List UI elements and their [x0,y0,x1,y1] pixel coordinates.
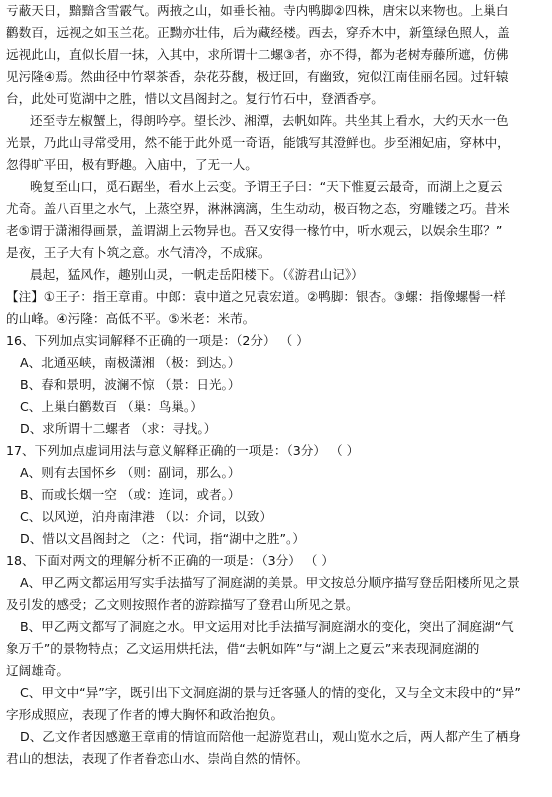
passage-line: 忽得旷平田，极有野趣。入庙中，了无一人。 [6,157,258,172]
passage-line: 光景，乃此山寻常受用，然不能于此外觅一奇语，能饿写其澄鲜也。步至湘妃庙，穿林中， [6,135,510,150]
question-18-option-b-cont: 辽阔雄奇。 [6,663,69,678]
passage-line: 台，此处可览湖中之胜，惜以文昌阁封之。复行竹石中，登酒香亭。 [6,91,384,106]
question-17-option-a: A、则有去国怀乡 （则：副词，那么。） [20,465,241,480]
passage-line: 还至寺左椒蟹上，得朗吟亭。望长沙、湘潭，去帆如阵。共坐其上看水，大约天水一色 [30,113,509,128]
note-line: 的山峰。④污隆：高低不平。⑤米老：米芾。 [6,311,256,326]
passage-line: 晚复至山口，觅石踞坐，看水上云变。予谓王子曰：“天下惟夏云最奇，而湖上之夏云 [30,179,503,194]
passage-line: 鹳数百，远视之如玉兰花。正黝亦壮伟，后为藏经楼。西去，穿乔木中，新篁绿色照人，盖 [6,25,510,40]
passage-line: 见污隆④焉。然曲径中竹翠茶香，杂花芬馥，极迂回，有幽致，宛似江南佳丽名园。过轩辕 [6,69,509,84]
question-16-option-d: D、求所谓十二螺者 （求：寻找。） [20,421,217,436]
passage-line: 尤奇。盖八百里之水气，上蒸空界，淋淋漓漓，生生动动，极百物之态，穷雕镂之巧。昔米 [6,201,510,216]
question-18-option-d: D、乙文作者因感邀王章甫的情谊而陪他一起游览君山，观山览水之后，两人都产生了栖身 [20,729,521,744]
question-17-option-d: D、惜以文昌阁封之 （之：代词，指“湖中之胜”。） [20,531,305,546]
passage-line: 老⑤谓于潇湘得画景，盖谓湖上云物异也。吾又安得一椽竹中，听水观云，以娱余生耶？” [6,223,503,238]
question-18-option-d-cont: 君山的想法，表现了作者眷恋山水、崇尚自然的情怀。 [6,751,309,766]
question-18-stem: 18、下面对两文的理解分析不正确的一项是：（3分） （ ） [6,553,334,568]
question-18-option-a-cont: 及引发的感受；乙文则按照作者的游踪描写了登君山所见之景。 [6,597,359,612]
passage-line: 晨起，猛风作，趣别山灵，一帆走岳阳楼下。（《游君山记》） [30,267,364,282]
question-16-option-a: A、北通巫峡，南极潇湘 （极：到达。） [20,355,241,370]
question-18-option-a: A、甲乙两文都运用写实手法描写了洞庭湖的美景。甲文按总分顺序描写登岳阳楼所见之景 [20,575,520,590]
question-16-option-c: C、上巢白鹳数百 （巢：鸟巢。） [20,399,203,414]
question-18-option-c: C、甲文中“异”字，既引出下文洞庭湖的景与迁客骚人的情的变化，又与全文末段中的“异” [20,685,521,700]
question-17-stem: 17、下列加点虚词用法与意义解释正确的一项是：（3分） （ ） [6,443,360,458]
question-17-option-b: B、而或长烟一空 （或：连词，或者。） [20,487,241,502]
passage-line: 亏蔽天日，黯黯含雪霰气。两掖之山，如垂长袖。寺内鸭脚②四株，唐宋以来物也。上巢白 [6,3,509,18]
question-18-option-c-cont: 字形成照应，表现了作者的博大胸怀和政治抱负。 [6,707,284,722]
note-line: 【注】①王子：指王章甫。中郎：袁中道之兄袁宏道。②鸭脚：银杏。③螺：指像螺髻一样 [6,289,506,304]
passage-line: 远视此山，直似长眉一抹，入其中，求所谓十二螺③者，亦不得，都为老树寿藤所遮，仿佛 [6,47,509,62]
passage-line: 是夜，王子大有卜筑之意。水气清冷，不成寐。 [6,245,271,260]
question-16-stem: 16、下列加点实词解释不正确的一项是：（2分） （ ） [6,333,309,348]
question-16-option-b: B、春和景明，波澜不惊 （景：日光。） [20,377,241,392]
question-17-option-c: C、以风逆，泊舟南津港 （以：介词，以致） [20,509,273,524]
question-18-option-b-cont: 象万千”的景物特点；乙文运用烘托法，借“去帆如阵”与“湖上之夏云”来表现洞庭湖的 [6,641,480,656]
question-18-option-b: B、甲乙两文都写了洞庭之水。甲文运用对比手法描写洞庭湖水的变化，突出了洞庭湖“气 [20,619,514,634]
